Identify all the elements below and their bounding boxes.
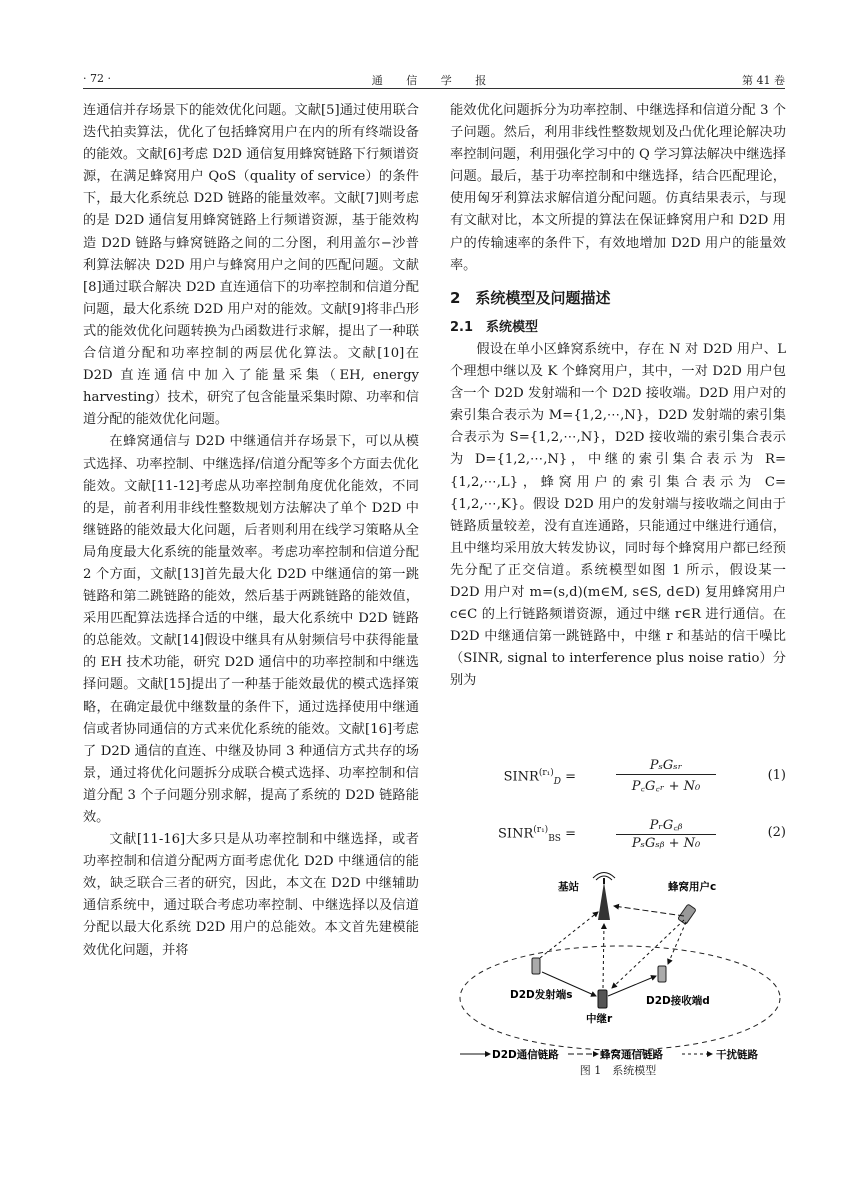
label-cellular-user: 蜂窝用户c [668, 881, 717, 893]
paragraph: 能效优化问题拆分为功率控制、中继选择和信道分配 3 个子问题。然后，利用非线性整数规划及凸优化理论解决功率控制问题，利用强化学习中的 Q 学习算法解决中继选择问题。最后，基于功率控制和中继选择，结合匹配理论，使用匈牙利算法求解信道分配问题。仿真结果表示，与现有文献对比，本文所提的算法在保证蜂窝用户和 D2D 用户的传输速率的条件下，有效地增加 D2D 用户的能量效率。 [450, 103, 786, 273]
eq-sub: BS [548, 833, 561, 844]
eq-lhs: SINR [498, 826, 534, 842]
label-d2d-tx: D2D发射端s [510, 989, 573, 1001]
interference-link [668, 922, 686, 964]
d2d-link [608, 976, 656, 996]
cellular-link [614, 906, 684, 916]
eq-denominator: P꜀G꜀ᵣ + N₀ [631, 779, 701, 794]
label-d2d-rx: D2D接收端d [646, 995, 710, 1007]
figure-legend [460, 1048, 758, 1060]
eq-sup: (r₁) [538, 768, 554, 778]
page-number: · 72 · [83, 72, 111, 85]
journal-name: 通 信 学 报 [371, 74, 497, 87]
eq-numerator: PᵣG꜀ᵦ [616, 815, 716, 835]
paragraph: 连通信并存场景下的能效优化问题。文献[5]通过使用联合迭代拍卖算法，优化了包括蜂窝用户在内的所有终端设备的能效。文献[6]考虑 D2D 通信复用蜂窝链路下行频谱资源，在满足蜂窝用户 QoS（quality of service）的条件下，最大化系统总 D2D 链路的能量效率。文献[7]则考虑的是 D2D 通信复用蜂窝链路上行频谱资源，基于能效构造 D2D 链路与蜂窝链路之间的二分图，利用盖尔−沙普利算法解决 D2D 用户与蜂窝用户之间的匹配问题。文献[8]通过联合解决 D2D 直连通信下的功率控制和信道分配问题，最大化系统 D2D 用户对的能效。文献[9]将非凸形式的能效优化问题转换为凸函数进行求解，提出了一种联合信道分配和功率控制的两层优化算法。文献[10]在 D2D 直连通信中加入了能量采集（EH, energy harvesting）技术，研究了包含能量采集时隙、功率和信道分配的能效优化问题。 [83, 103, 419, 428]
eq-lhs: SINR [503, 769, 539, 785]
page-header [83, 70, 785, 89]
interference-link [603, 924, 604, 988]
d2d-rx-icon [658, 966, 666, 982]
right-column [450, 100, 786, 692]
equation-number: (1) [767, 768, 786, 783]
legend-d2d-link: D2D通信链路 [492, 1049, 559, 1060]
left-column [83, 100, 419, 962]
label-base-station: 基站 [558, 881, 579, 893]
eq-numerator: PₛGₛᵣ [616, 758, 716, 775]
equation-number: (2) [767, 825, 786, 840]
paragraph: 假设在单小区蜂窝系统中，存在 N 对 D2D 用户、L 个理想中继以及 K 个蜂窝用户，其中，一对 D2D 用户包含一个 D2D 发射端和一个 D2D 接收端。D2D 用户对的索引集合表示为 M={1,2,⋯,N}，D2D 发射端的索引集合表示为 S={1,2,⋯,N}，D2D 接收端的索引集合表示为 D={1,2,⋯,N}，中继的索引集合表示为 R={1,2,⋯,L}，蜂窝用户的索引集合表示为 C={1,2,⋯,K}。假设 D2D 用户的发射端与接收端之间由于链路质量较差，没有直连通路，只能通过中继进行通信，且中继均采用放大转发协议，同时每个蜂窝用户都已经预先分配了正交信道。系统模型如图 1 所示，假设某一 D2D 用户对 m=(s,d)(m∈M, s∈S, d∈D) 复用蜂窝用户 c∈C 的上行链路频谱资源，通过中继 r∈R 进行通信。在 D2D 中继通信第一跳链路中，中继 r 和基站的信干噪比（SINR, signal to interference plus noise ratio）分别为 [450, 341, 786, 689]
eq-sup: (r₁) [533, 825, 549, 835]
section-heading: 2 系统模型及问题描述 [450, 288, 611, 307]
subsection-heading: 2.1 系统模型 [450, 319, 539, 335]
label-relay: 中继r [586, 1013, 613, 1025]
figure-caption: 图 1 系统模型 [579, 1064, 657, 1077]
eq-denominator: PₛGₛᵦ + N₀ [631, 836, 701, 851]
legend-cellular-link: 蜂窝通信链路 [600, 1049, 663, 1060]
paragraph: 在蜂窝通信与 D2D 中继通信并存场景下，可以从模式选择、功率控制、中继选择/信道分配等多个方面去优化能效。文献[11-12]考虑从功率控制角度优化能效，不同的是，前者利用非线性整数规划方法解决了单个 D2D 中继链路的能效最大化问题，后者则利用在线学习策略从全局角度最大化系统的能量效率。考虑功率控制和信道分配 2 个方面，文献[13]首先最大化 D2D 中继通信的第一跳链路和第二跳链路的能效，然后基于两跳链路的能效值，采用匹配算法选择合适的中继，最大化系统中 D2D 链路的总能效。文献[14]假设中继具有从射频信号中获得能量的 EH 技术功能，研究 D2D 通信中的功率控制和中继选择问题。文献[15]提出了一种基于能效最优的模式选择策略，在确定最优中继数量的条件下，通过选择使用中继通信或者协同通信的方式来优化系统的能效。文献[16]考虑了 D2D 通信的直连、中继及协同 3 种通信方式共存的场景，通过将优化问题拆分成联合模式选择、功率控制和信道分配 3 个子问题分别求解，提高了系统的 D2D 链路能效。 [83, 434, 419, 825]
d2d-tx-icon [532, 958, 540, 974]
cellular-user-icon [678, 904, 697, 924]
eq-sub: D [553, 776, 561, 787]
interference-link [612, 920, 684, 988]
system-model-figure [450, 870, 786, 1060]
relay-icon [598, 990, 607, 1008]
legend-interference-link: 干扰链路 [716, 1049, 758, 1060]
cell-boundary [460, 946, 780, 1050]
paragraph: 文献[11-16]大多只是从功率控制和中继选择，或者功率控制和信道分配两方面考虑优化 D2D 中继通信的能效，缺乏联合三者的研究，因此，本文在 D2D 中继辅助通信系统中，通过联合考虑功率控制、中继选择以及信道分配以最大化系统 D2D 用户的总能效。本文首先建模能效优化问题，并将 [83, 832, 419, 958]
volume-label: 第 41 卷 [742, 74, 785, 87]
